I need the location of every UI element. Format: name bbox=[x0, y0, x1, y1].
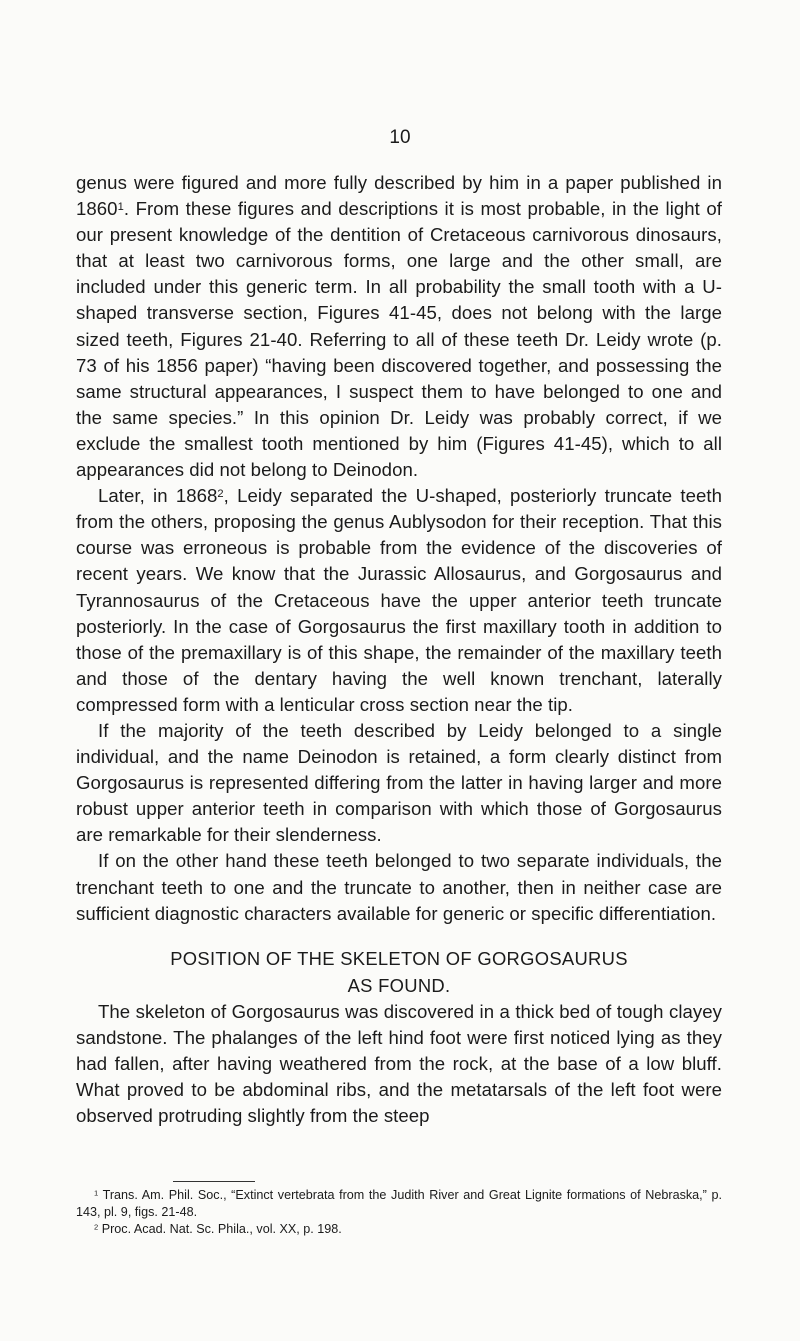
paragraph bbox=[76, 483, 722, 718]
text-run: Later, in 1868 bbox=[98, 485, 218, 507]
footnote-text: Trans. Am. Phil. Soc., “Extinct vertebrata from the Judith River and Great Lignite formations of Nebraska,” p. 143, pl. 9, figs. 21-48. bbox=[76, 1188, 722, 1219]
footnote-marker: 1 bbox=[94, 1188, 99, 1198]
footnote-marker: 2 bbox=[94, 1222, 99, 1232]
footnotes bbox=[76, 1187, 722, 1238]
body-text bbox=[76, 170, 722, 1129]
page-number: 10 bbox=[389, 127, 411, 148]
footnote-ref-2: 2 bbox=[217, 488, 224, 501]
footnote-divider bbox=[173, 1181, 255, 1182]
section-heading-line: POSITION OF THE SKELETON OF GORGOSAURUS bbox=[170, 947, 628, 969]
footnote-ref-1: 1 bbox=[117, 201, 124, 214]
paragraph bbox=[76, 170, 722, 483]
footnote-1 bbox=[76, 1187, 722, 1221]
text-run: genus were figured and more fully described by him in a paper published in 1860 bbox=[76, 172, 722, 220]
section-heading-line: AS FOUND. bbox=[347, 974, 451, 996]
paragraph bbox=[76, 999, 722, 1129]
text-run: , Leidy separated the U-shaped, posteriorly truncate teeth from the others, proposing the genus Aublysodon for their reception. That this course was erroneous is probable from the evidence of the discoveries of recent years. We know that the Jurassic Allosaurus, and Gorgosaurus and Tyrannosaurus of the Cretaceous have the upper anterior teeth truncate posteriorly. In the case of Gorgosaurus the first maxillary tooth in addition to those of the premaxillary is of this shape, the remainder of the maxillary teeth and those of the dentary having the well known trenchant, laterally compressed form with a lenticular cross section near the tip. bbox=[76, 485, 723, 715]
paragraph bbox=[76, 718, 722, 848]
text-run: The skeleton of Gorgosaurus was discovered in a thick bed of tough clayey sandstone. The phalanges of the left hind foot were first noticed lying as they had fallen, after having weathered from the rock, at the base of a low bluff. What proved to be abdominal ribs, and the metatarsals of the left foot were observed protruding slightly from the steep bbox=[76, 1000, 722, 1127]
paragraph bbox=[76, 848, 722, 926]
footnote-2 bbox=[76, 1221, 722, 1238]
text-run: . From these figures and descriptions it is most probable, in the light of our present knowledge of the dentition of Cretaceous carnivorous dinosaurs, that at least two carnivorous forms, one large and the other small, are included under this generic term. In all probability the small tooth with a U-shaped transverse section, Figures 41-45, does not belong with the large sized teeth, Figures 21-40. Referring to all of these teeth Dr. Leidy wrote (p. 73 of his 1856 paper) “having been discovered together, and possessing the same structural appearances, I suspect them to have belonged to one and the same species.” In this opinion Dr. Leidy was probably correct, if we exclude the smallest tooth mentioned by him (Figures 41-45), which to all appearances did not belong to Deinodon. bbox=[76, 198, 722, 481]
text-run: If on the other hand these teeth belonged to two separate individuals, the trenchant teeth to one and the truncate to another, then in neither case are sufficient diagnostic characters available for generic or specific differentiation. bbox=[76, 850, 722, 924]
footnote-text: Proc. Acad. Nat. Sc. Phila., vol. XX, p. 198. bbox=[98, 1222, 342, 1236]
section-heading bbox=[76, 945, 722, 999]
text-run: If the majority of the teeth described by Leidy belonged to a single individual, and the name Deinodon is retained, a form clearly distinct from Gorgosaurus is represented differing from the latter in having larger and more robust upper anterior teeth in comparison with which those of Gorgosaurus are remarkable for their slenderness. bbox=[76, 719, 722, 846]
